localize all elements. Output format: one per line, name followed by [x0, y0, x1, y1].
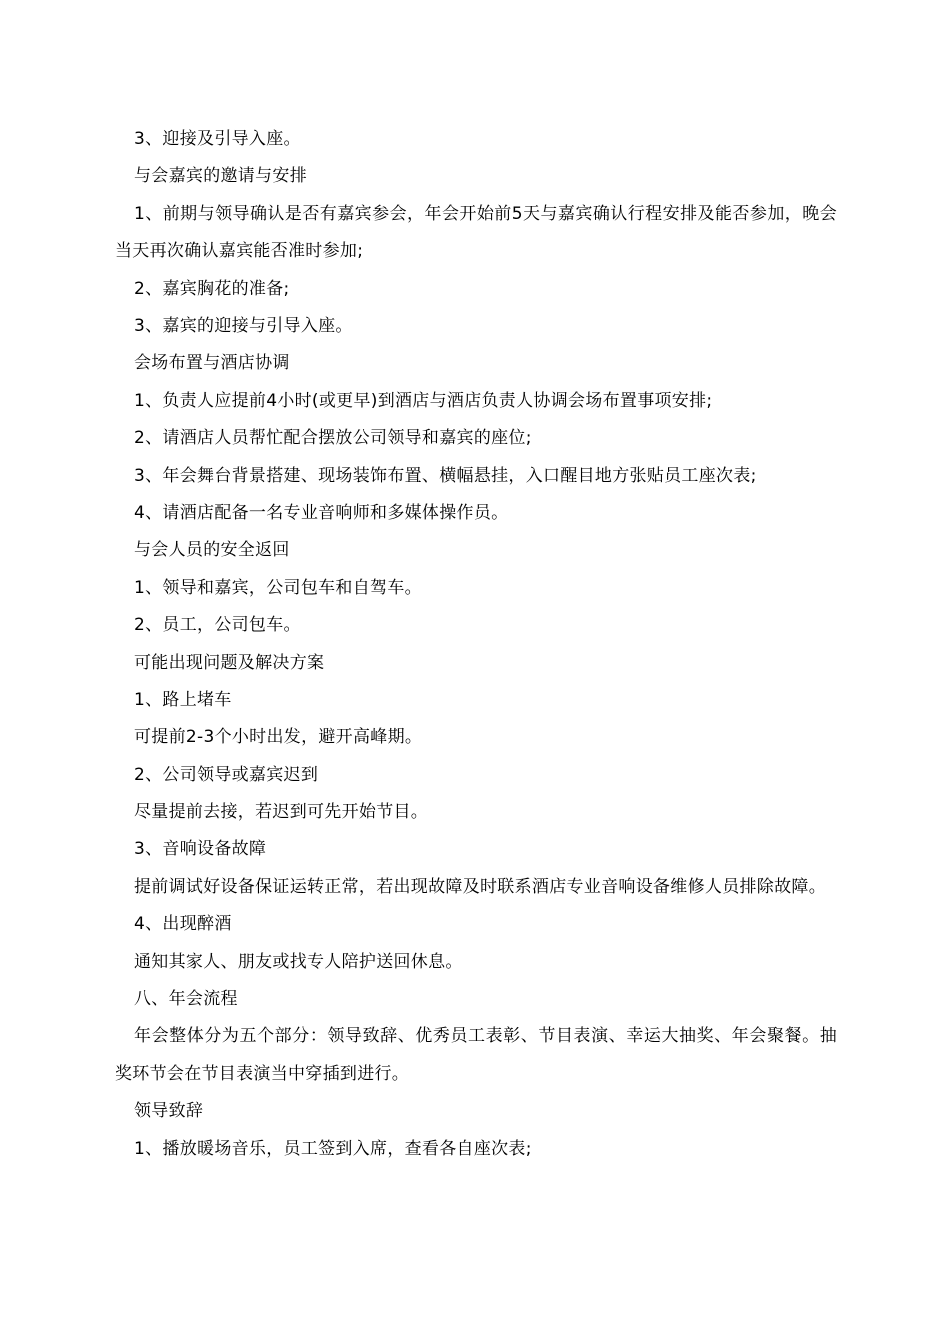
section-heading: 领导致辞 — [134, 1101, 204, 1122]
paragraph-item: 可提前2-3个小时出发，避开高峰期。 — [134, 727, 423, 748]
paragraph-item: 3、迎接及引导入座。 — [134, 129, 301, 149]
section-heading: 与会嘉宾的邀请与安排 — [134, 166, 307, 187]
paragraph-item: 3、年会舞台背景搭建、现场装饰布置、横幅悬挂，入口醒目地方张贴员工座次表; — [134, 465, 757, 486]
paragraph-item: 1、领导和嘉宾，公司包车和自驾车。 — [134, 577, 422, 598]
paragraph-item: 尽量提前去接，若迟到可先开始节目。 — [134, 802, 429, 823]
paragraph-item: 2、嘉宾胸花的准备; — [134, 278, 290, 299]
paragraph-item: 3、音响设备故障 — [134, 839, 267, 860]
paragraph-item: 年会整体分为五个部分：领导致辞、优秀员工表彰、节目表演、幸运大抽奖、年会聚餐。抽奖环节会在节目表演当中穿插到进行。 — [115, 1026, 837, 1084]
section-heading: 可能出现问题及解决方案 — [134, 652, 325, 673]
paragraph-item: 3、嘉宾的迎接与引导入座。 — [134, 315, 353, 336]
paragraph-item: 2、员工，公司包车。 — [134, 615, 301, 636]
paragraph-item: 4、出现醉酒 — [134, 914, 232, 935]
paragraph-item: 提前调试好设备保证运转正常，若出现故障及时联系酒店专业音响设备维修人员排除故障。 — [134, 876, 826, 897]
paragraph-item: 2、请酒店人员帮忙配合摆放公司领导和嘉宾的座位; — [134, 428, 532, 449]
paragraph-item: 1、路上堵车 — [134, 689, 232, 710]
paragraph-item: 4、请酒店配备一名专业音响师和多媒体操作员。 — [134, 502, 509, 523]
paragraph-item: 1、播放暖场音乐，员工签到入席，查看各自座次表; — [134, 1138, 532, 1159]
paragraph-item: 1、负责人应提前4小时(或更早)到酒店与酒店负责人协调会场布置事项安排; — [134, 390, 713, 411]
document-body — [115, 121, 837, 1168]
paragraph-item: 通知其家人、朋友或找专人陪护送回休息。 — [134, 951, 463, 972]
paragraph-item: 2、公司领导或嘉宾迟到 — [134, 764, 319, 785]
section-heading: 八、年会流程 — [134, 989, 238, 1010]
section-heading: 会场布置与酒店协调 — [134, 353, 290, 374]
paragraph-item: 1、前期与领导确认是否有嘉宾参会，年会开始前5天与嘉宾确认行程安排及能否参加，晚会当天再次确认嘉宾能否准时参加; — [115, 203, 837, 262]
section-heading: 与会人员的安全返回 — [134, 540, 290, 561]
